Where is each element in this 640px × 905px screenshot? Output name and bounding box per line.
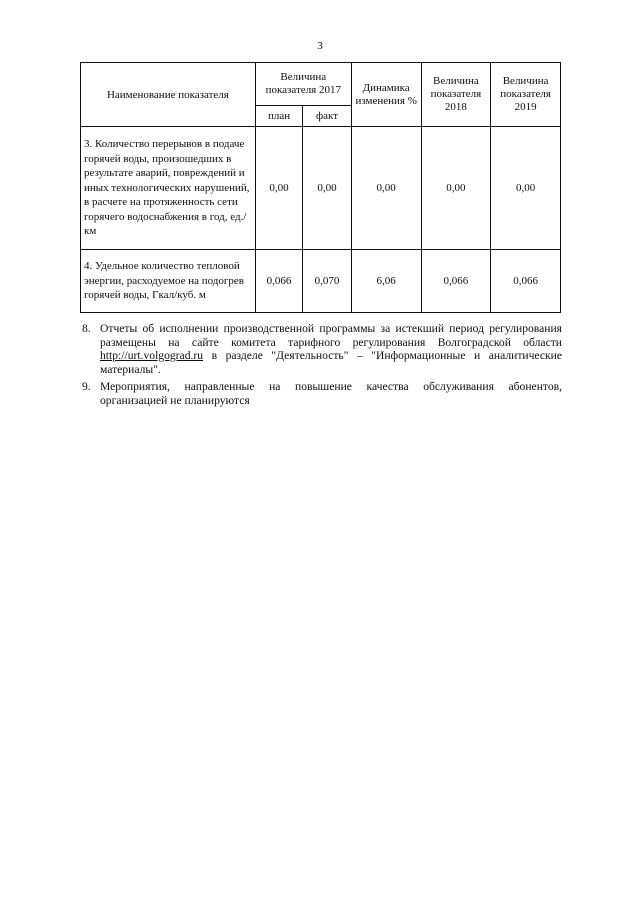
header-value-2019: Величина показателя 2019 xyxy=(491,63,561,127)
note-number: 8. xyxy=(82,322,91,335)
note-text-after: в разделе "Деятельность" – "Информационные и аналитические материалы". xyxy=(100,349,562,376)
header-indicator-name: Наименование показателя xyxy=(81,63,256,127)
header-fact: факт xyxy=(303,106,352,127)
row-fact-value: 0,00 xyxy=(303,127,352,250)
row-2018-value: 0,066 xyxy=(421,250,491,313)
table-row xyxy=(81,127,561,250)
list-item xyxy=(82,380,562,407)
page-number: 3 xyxy=(317,40,323,52)
note-number: 9. xyxy=(82,380,91,393)
table-row xyxy=(81,250,561,313)
header-value-2018: Величина показателя 2018 xyxy=(421,63,491,127)
header-plan: план xyxy=(255,106,302,127)
row-2018-value: 0,00 xyxy=(421,127,491,250)
row-dynamics-value: 6,06 xyxy=(351,250,421,313)
row-indicator-name: 4. Удельное количество тепловой энергии, расходуемое на подогрев горячей воды, Гкал/куб. м xyxy=(81,250,256,313)
list-item xyxy=(82,322,562,376)
note-text-before: Отчеты об исполнении производственной программы за истекший период регулирования размещены на сайте комитета тарифного регулирования Волгоградской области xyxy=(100,322,562,349)
header-dynamics: Динамика изменения % xyxy=(351,63,421,127)
table-header-row xyxy=(81,63,561,106)
row-plan-value: 0,00 xyxy=(255,127,302,250)
row-2019-value: 0,00 xyxy=(491,127,561,250)
note-text xyxy=(100,322,562,376)
row-fact-value: 0,070 xyxy=(303,250,352,313)
note-text: Мероприятия, направленные на повышение качества обслуживания абонентов, организацией не планируются xyxy=(100,380,562,407)
row-plan-value: 0,066 xyxy=(255,250,302,313)
row-indicator-name: 3. Количество перерывов в подаче горячей воды, произошедших в результате аварий, повреждений и иных технологических нарушений, в расчете на протяженность сети горячего водоснабжения в год, ед./км xyxy=(81,127,256,250)
header-value-2017: Величина показателя 2017 xyxy=(255,63,351,106)
row-dynamics-value: 0,00 xyxy=(351,127,421,250)
indicators-table xyxy=(80,62,561,313)
website-link[interactable]: http://urt.volgograd.ru xyxy=(100,349,204,362)
row-2019-value: 0,066 xyxy=(491,250,561,313)
notes-list xyxy=(82,322,562,411)
